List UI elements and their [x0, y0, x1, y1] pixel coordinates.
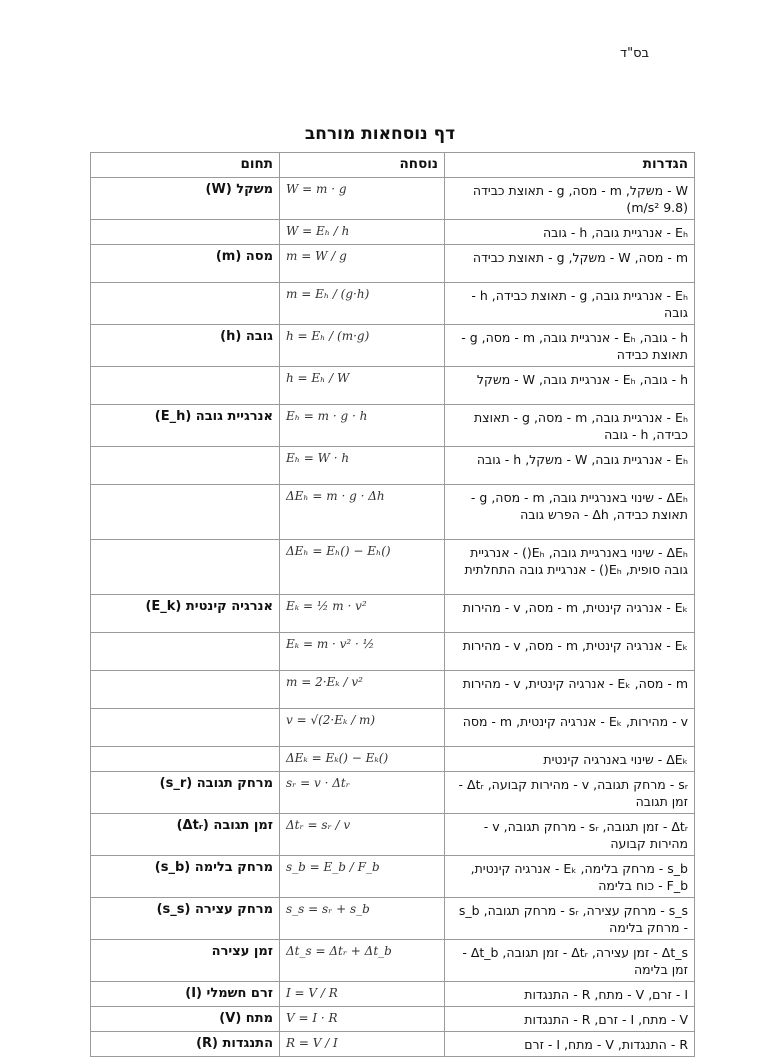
definitions-cell: I - זרם, V - מתח, R - התנגדות [445, 982, 695, 1007]
table-row [91, 633, 695, 671]
formula-cell: V = I · R [280, 1007, 445, 1032]
definitions-cell: m - מסה, Eₖ - אנרגיה קינטית, v - מהירות [445, 671, 695, 709]
definitions-cell: R - התנגדות, V - מתח, I - זרם [445, 1032, 695, 1057]
definitions-cell: h - גובה, Eₕ - אנרגיית גובה, m - מסה, g - תאוצת כבידה [445, 325, 695, 367]
formula-cell: Eₖ = m · v² · ½ [280, 633, 445, 671]
formula-cell: ΔEₖ = Eₖ() − Eₖ() [280, 747, 445, 772]
table-row [91, 856, 695, 898]
topic-cell: גובה (h) [91, 325, 280, 367]
definitions-cell: Eₖ - אנרגיה קינטית, m - מסה, v - מהירות [445, 595, 695, 633]
definitions-cell: ΔEₕ - שינוי באנרגיית גובה, m - מסה, g - תאוצת כבידה, Δh - הפרש גובה [445, 485, 695, 540]
definitions-cell: Eₕ - אנרגיית גובה, g - תאוצת כבידה, h - גובה [445, 283, 695, 325]
topic-cell [91, 220, 280, 245]
formula-cell: I = V / R [280, 982, 445, 1007]
definitions-cell: ΔEₕ - שינוי באנרגיית גובה, Eₕ() - אנרגיית גובה סופית, Eₕ() - אנרגיית גובה התחלתית [445, 540, 695, 595]
table-row [91, 405, 695, 447]
formula-cell: m = W / g [280, 245, 445, 283]
definitions-cell: s_s - מרחק עצירה, sᵣ - מרחק תגובה, s_b - מרחק בלימה [445, 898, 695, 940]
topic-cell: זמן תגובה (Δtᵣ) [91, 814, 280, 856]
formula-cell: Eₕ = m · g · h [280, 405, 445, 447]
formula-cell: Eₖ = ½ m · v² [280, 595, 445, 633]
topic-cell [91, 671, 280, 709]
table-row [91, 772, 695, 814]
topic-cell [91, 367, 280, 405]
table-row [91, 898, 695, 940]
header-topic: תחום [91, 153, 280, 178]
topic-cell [91, 447, 280, 485]
definitions-cell: s_b - מרחק בלימה, Eₖ - אנרגיה קינטית, F_b - כוח בלימה [445, 856, 695, 898]
bsd-header: בס"ד [620, 46, 650, 61]
formula-table [90, 152, 695, 1057]
formula-cell: v = √(2·Eₖ / m) [280, 709, 445, 747]
header-definitions: הגדרות [445, 153, 695, 178]
topic-cell: מרחק בלימה (s_b) [91, 856, 280, 898]
table-header-row [91, 153, 695, 178]
topic-cell: מסה (m) [91, 245, 280, 283]
table-row [91, 747, 695, 772]
table-row [91, 982, 695, 1007]
formula-cell: h = Eₕ / W [280, 367, 445, 405]
topic-cell [91, 709, 280, 747]
table-row [91, 485, 695, 540]
table-row [91, 1032, 695, 1057]
table-row [91, 671, 695, 709]
table-row [91, 178, 695, 220]
topic-cell [91, 485, 280, 540]
table-row [91, 245, 695, 283]
definitions-cell: V - מתח, I - זרם, R - התנגדות [445, 1007, 695, 1032]
formula-cell: Eₕ = W · h [280, 447, 445, 485]
table-row [91, 1007, 695, 1032]
formula-cell: s_s = sᵣ + s_b [280, 898, 445, 940]
table-row [91, 367, 695, 405]
definitions-cell: Eₕ - אנרגיית גובה, m - מסה, g - תאוצת כבידה, h - גובה [445, 405, 695, 447]
definitions-cell: Δtᵣ - זמן תגובה, sᵣ - מרחק תגובה, v - מהירות קבועה [445, 814, 695, 856]
topic-cell: מרחק עצירה (s_s) [91, 898, 280, 940]
formula-cell: ΔEₕ = m · g · Δh [280, 485, 445, 540]
topic-cell: אנרגיית גובה (E_h) [91, 405, 280, 447]
definitions-cell: Eₖ - אנרגיה קינטית, m - מסה, v - מהירות [445, 633, 695, 671]
table-row [91, 595, 695, 633]
topic-cell: זמן עצירה [91, 940, 280, 982]
topic-cell [91, 540, 280, 595]
definitions-cell: sᵣ - מרחק תגובה, v - מהירות קבועה, Δtᵣ - זמן תגובה [445, 772, 695, 814]
formula-cell: W = Eₕ / h [280, 220, 445, 245]
table-row [91, 325, 695, 367]
definitions-cell: Eₕ - אנרגיית גובה, W - משקל, h - גובה [445, 447, 695, 485]
formula-cell: R = V / I [280, 1032, 445, 1057]
topic-cell: אנרגיה קינטית (E_k) [91, 595, 280, 633]
formula-cell: Δt_s = Δtᵣ + Δt_b [280, 940, 445, 982]
formula-cell: sᵣ = v · Δtᵣ [280, 772, 445, 814]
table-row [91, 814, 695, 856]
definitions-cell: v - מהירות, Eₖ - אנרגיה קינטית, m - מסה [445, 709, 695, 747]
topic-cell: מתח (V) [91, 1007, 280, 1032]
formula-cell: ΔEₕ = Eₕ() − Eₕ() [280, 540, 445, 595]
table-row [91, 220, 695, 245]
definitions-cell: h - גובה, Eₕ - אנרגיית גובה, W - משקל [445, 367, 695, 405]
definitions-cell: m - מסה, W - משקל, g - תאוצת כבידה [445, 245, 695, 283]
table-row [91, 540, 695, 595]
topic-cell [91, 633, 280, 671]
topic-cell [91, 747, 280, 772]
table-row [91, 283, 695, 325]
topic-cell: זרם חשמלי (I) [91, 982, 280, 1007]
table-row [91, 940, 695, 982]
page-title: דף נוסחאות מורחב [304, 124, 456, 144]
table-row [91, 709, 695, 747]
formula-cell: h = Eₕ / (m·g) [280, 325, 445, 367]
formula-cell: s_b = E_b / F_b [280, 856, 445, 898]
definitions-cell: W - משקל, m - מסה, g - תאוצת כבידה (9.8 m/s²) [445, 178, 695, 220]
table-row [91, 447, 695, 485]
formula-cell: W = m · g [280, 178, 445, 220]
topic-cell [91, 283, 280, 325]
topic-cell: משקל (W) [91, 178, 280, 220]
definitions-cell: ΔEₖ - שינוי באנרגיה קינטית [445, 747, 695, 772]
formula-cell: m = 2·Eₖ / v² [280, 671, 445, 709]
definitions-cell: Eₕ - אנרגיית גובה, h - גובה [445, 220, 695, 245]
formula-cell: Δtᵣ = sᵣ / v [280, 814, 445, 856]
topic-cell: התנגדות (R) [91, 1032, 280, 1057]
formula-cell: m = Eₕ / (g·h) [280, 283, 445, 325]
definitions-cell: Δt_s - זמן עצירה, Δtᵣ - זמן תגובה, Δt_b - זמן בלימה [445, 940, 695, 982]
header-formula: נוסחה [280, 153, 445, 178]
topic-cell: מרחק תגובה (s_r) [91, 772, 280, 814]
